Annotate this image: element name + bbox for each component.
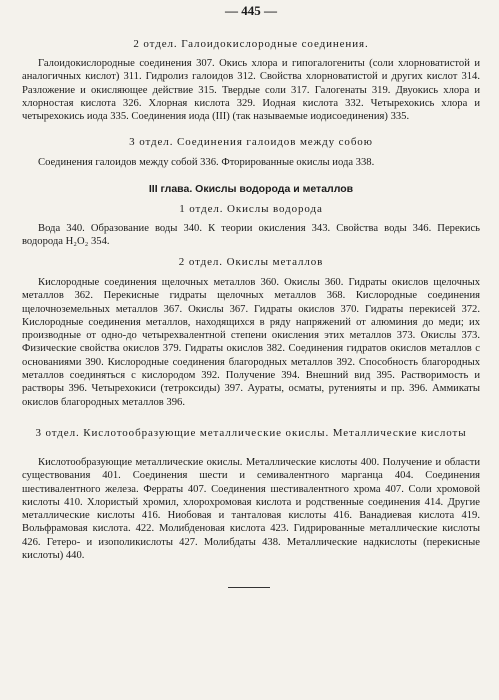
section-heading-9: 3 отдел. Кислотообразующие металлические окислы. Металлические кислоты	[35, 427, 467, 439]
body-paragraph-6: Вода 340. Образование воды 340. К теории окисления 343. Свойства воды 346. Перекись водорода H₂O₂ 354.	[22, 223, 480, 248]
body-paragraph-3: Соединения галоидов между собой 336. Фторированные окислы иода 338.	[38, 157, 375, 168]
section-heading-7: 2 отдел. Окислы металлов	[178, 256, 324, 268]
body-paragraph-8: Кислородные соединения щелочных металлов 360. Окислы 360. Гидраты окислов щелочных металлов 362. Перекисные гидраты щелочных металлов 368. Кислородные соединения щелочноземельных металлов 367. Окислы 367. Гидраты окислов 370. Гидраты перекисей 372. Кислородные соединения металлов, находящихся в ряду напряжений от алюминия до меди; их производные от одно-до четырехвалентной степени окисления этих металлов 373. Окислы 373. Физические свойства окислов 379. Гидраты окислов 382. Соединения гидратов окислов металлов с основаниями 390. Кислородные соединения благородных металлов 392. Способность благородных металлов соединяться с кислородом 392. Получение 394. Внешний вид 395. Растворимость и растворы 396. Четырехокиси (тетроксиды) 397. Аураты, осматы, рутенияты и пр. 396. Аммикаты окислов благородных металлов 396.	[22, 277, 480, 408]
body-paragraph-1: Галоидокислородные соединения 307. Окись хлора и гипогалогениты (соли хлорноватистой и аналогичных кислот) 311. Гидролиз галоидов 312. Свойства хлорноватистой и других кислот 314. Разложение и окисляющее действие 315. Твердые соли 317. Галогенаты 319. Двуокись хлора и хлорностая кислота 326. Хлорная кислота 329. Иодная кислота 332. Четырехокись хлора и четырехокись иода 335. Соединения иода (III) (так называемые иодисоединения) 335.	[22, 58, 480, 123]
body-paragraph-10: Кислотообразующие металлические окислы. Металлические кислоты 400. Получение и области существования 401. Соединения шести и семивалентного марганца 404. Соединения шестивалентного железа. Ферраты 407. Соединения шестивалентного хрома 407. Соли хромовой кислоты 410. Хлористый хромил, хлорохромовая кислота и родственные соединения 414. Другие металлические кислоты 416. Ниобовая и танталовая кислоты 416. Ванадиевая кислота 419. Вольфрамовая кислота. 422. Молибденовая кислота 423. Гидрированные металлические кислоты 426. Гетеро- и изополикислоты 427. Молибдаты 438. Металлические надкислоты (перекисные кислоты) 440.	[22, 457, 480, 562]
section-heading-2: 3 отдел. Соединения галоидов между собою	[129, 136, 373, 148]
chapter-heading-4: III глава. Окислы водорода и металлов	[148, 183, 354, 195]
page	[22, 0, 480, 562]
section-heading-0: 2 отдел. Галоидокислородные соединения.	[133, 38, 369, 50]
section-heading-5: 1 отдел. Окислы водорода	[179, 203, 323, 215]
closing-rule	[228, 587, 270, 588]
page-number: — 445 —	[225, 3, 277, 18]
